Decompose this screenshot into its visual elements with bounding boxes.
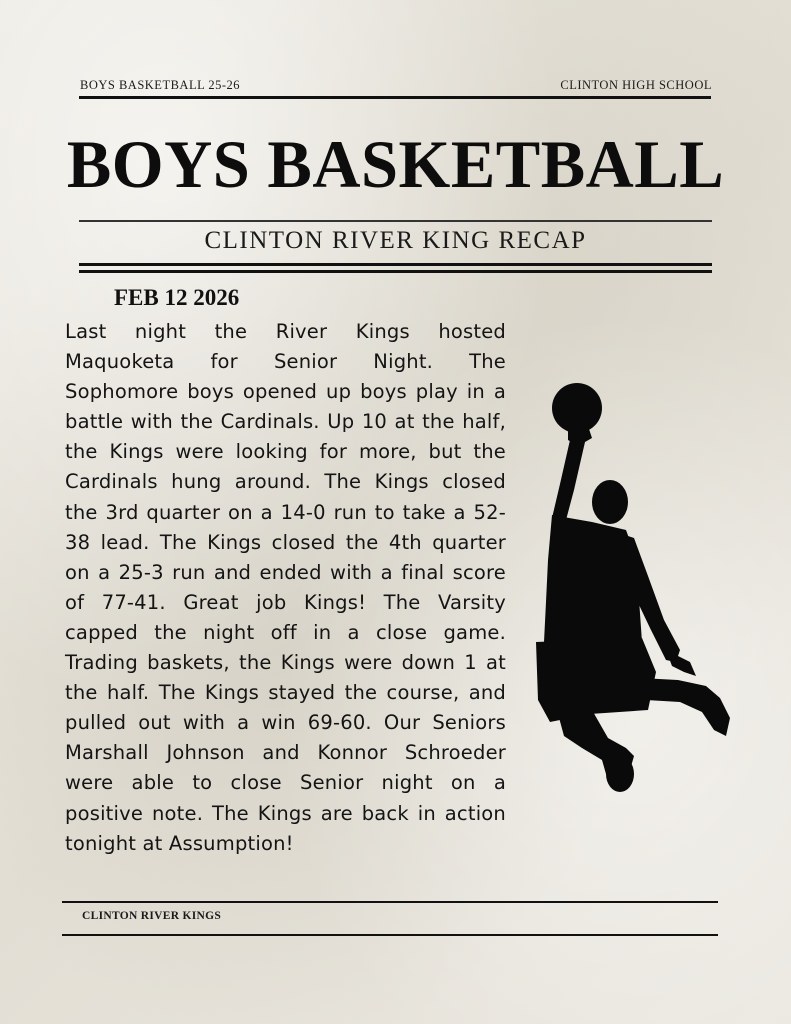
subtitle-bottom-rule-2 [79, 270, 712, 273]
footer-label: CLINTON RIVER KINGS [82, 910, 222, 922]
subtitle-bottom-rule [79, 263, 712, 266]
basketball-player-silhouette-icon [530, 380, 740, 800]
footer-top-rule [62, 901, 718, 903]
masthead-subtitle: CLINTON RIVER KING RECAP [204, 227, 587, 254]
article-date: FEB 12 2026 [114, 285, 240, 310]
subtitle-top-rule [79, 220, 712, 222]
footer-bottom-rule [62, 934, 718, 936]
header-left-label: BOYS BASKETBALL 25-26 [80, 78, 241, 92]
top-rule [79, 96, 711, 99]
article-body: Last night the River Kings hosted Maquoketa for Senior Night. The Sophomore boys opened up boys play in a battle with the Cardinals. Up 10 at the half, the Kings were looking for more, but the Cardinals hung around. The Kings closed the 3rd quarter on a 14-0 run to take a 52-38 lead. The Kings closed the 4th quarter on a 25-3 run and ended with a final score of 77-41. Great job Kings! The Varsity capped the night off in a close game. Trading baskets, the Kings were down 1 at the half. The Kings stayed the course, and pulled out with a win 69-60. Our Seniors Marshall Johnson and Konnor Schroeder were able to close Senior night on a positive note. The Kings are back in action tonight at Assumption! [65, 320, 506, 855]
masthead-title: BOYS BASKETBALL [66, 126, 725, 202]
header-right-label: CLINTON HIGH SCHOOL [560, 78, 712, 92]
